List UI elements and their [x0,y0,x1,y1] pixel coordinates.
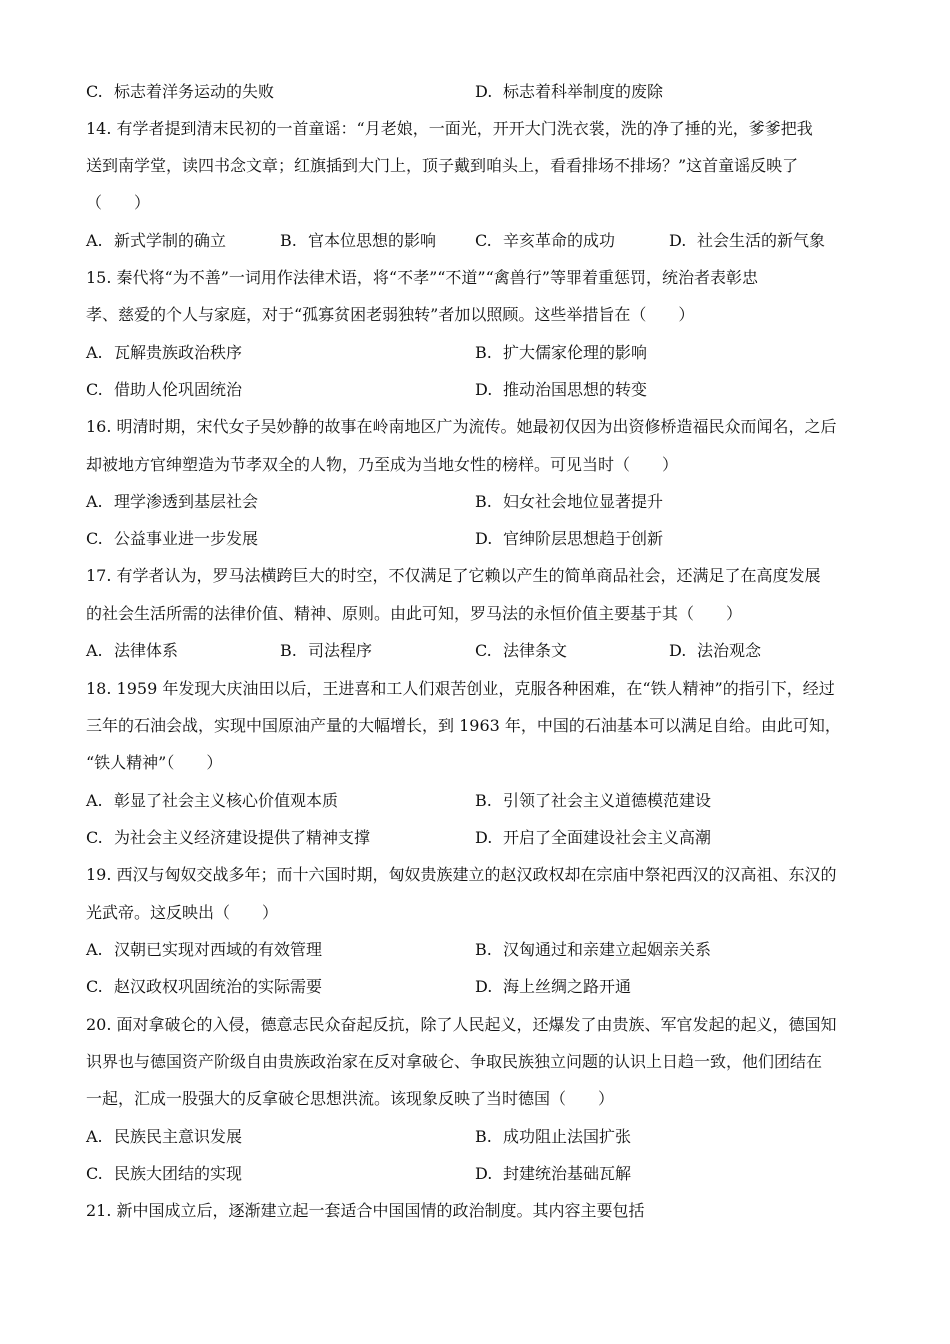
q20-stem-line-3: 一起，汇成一股强大的反拿破仑思想洪流。该现象反映了当时德国（ ） [86,1089,615,1108]
q17-option-a: A. 法律体系 [86,641,179,660]
q16-stem-line-2: 却被地方官绅塑造为节孝双全的人物，乃至成为当地女性的榜样。可见当时（ ） [86,455,679,474]
q19-option-b: B. 汉匈通过和亲建立起姻亲关系 [475,940,712,959]
q18-option-b: B. 引领了社会主义道德模范建设 [475,791,712,810]
q15-option-b: B. 扩大儒家伦理的影响 [475,343,648,362]
q16-option-a: A. 理学渗透到基层社会 [86,492,259,511]
q21-stem-line-1: 21. 新中国成立后，逐渐建立起一套适合中国国情的政治制度。其内容主要包括 [86,1201,645,1220]
q15-stem-line-2: 孝、慈爱的个人与家庭，对于“孤寡贫困老弱独转”者加以照顾。这些举措旨在（ ） [86,305,695,324]
q15-stem-line-1: 15. 秦代将“为不善”一词用作法律术语，将“不孝”“不道”“禽兽行”等罪着重惩罚，统治者表彰忠 [86,268,758,287]
q18-stem-line-2: 三年的石油会战，实现中国原油产量的大幅增长，到 1963 年，中国的石油基本可以满足自给。由此可知， [86,716,841,735]
q18-stem-line-3: “铁人精神”（ ） [86,753,223,772]
q19-option-a: A. 汉朝已实现对西域的有效管理 [86,940,323,959]
q19-option-d: D. 海上丝绸之路开通 [475,977,632,996]
q19-option-c: C. 赵汉政权巩固统治的实际需要 [86,977,323,996]
q18-stem-line-1: 18. 1959 年发现大庆油田以后，王进喜和工人们艰苦创业，克服各种困难，在“铁人精神”的指引下，经过 [86,679,835,698]
q18-option-d: D. 开启了全面建设社会主义高潮 [475,828,712,847]
q14-option-c: C. 辛亥革命的成功 [475,231,616,250]
q18-option-a: A. 彰显了社会主义核心价值观本质 [86,791,339,810]
q17-option-b: B. 司法程序 [280,641,373,660]
q17-option-d: D. 法治观念 [669,641,762,660]
q17-stem-line-2: 的社会生活所需的法律价值、精神、原则。由此可知，罗马法的永恒价值主要基于其（ ） [86,604,743,623]
q20-option-d: D. 封建统治基础瓦解 [475,1164,632,1183]
q18-option-c: C. 为社会主义经济建设提供了精神支撑 [86,828,371,847]
q14-stem-line-1: 14. 有学者提到清末民初的一首童谣：“月老娘，一面光，开开大门洗衣裳，洗的净了捶的光，爹爹把我 [86,119,813,138]
q14-stem-line-2: 送到南学堂，读四书念文章；红旗插到大门上，顶子戴到咱头上，看看排场不排场？”这首童谣反映了 [86,156,799,175]
q15-option-c: C. 借助人伦巩固统治 [86,380,243,399]
q17-stem-line-1: 17. 有学者认为，罗马法横跨巨大的时空，不仅满足了它赖以产生的简单商品社会，还满足了在高度发展 [86,566,821,585]
q14-option-a: A. 新式学制的确立 [86,231,227,250]
q20-stem-line-1: 20. 面对拿破仑的入侵，德意志民众奋起反抗，除了人民起义，还爆发了由贵族、军官发起的起义，德国知 [86,1015,837,1034]
q16-option-c: C. 公益事业进一步发展 [86,529,259,548]
q16-stem-line-1: 16. 明清时期，宋代女子吴妙静的故事在岭南地区广为流传。她最初仅因为出资修桥造福民众而闻名，之后 [86,417,837,436]
q14-option-d: D. 社会生活的新气象 [669,231,826,250]
q19-stem-line-1: 19. 西汉与匈奴交战多年；而十六国时期，匈奴贵族建立的赵汉政权却在宗庙中祭祀西汉的汉高祖、东汉的 [86,865,837,884]
q15-option-a: A. 瓦解贵族政治秩序 [86,343,243,362]
q16-option-d: D. 官绅阶层思想趋于创新 [475,529,664,548]
q17-option-c: C. 法律条文 [475,641,568,660]
q19-stem-line-2: 光武帝。这反映出（ ） [86,903,279,922]
q20-option-c: C. 民族大团结的实现 [86,1164,243,1183]
q16-option-b: B. 妇女社会地位显著提升 [475,492,664,511]
q14-stem-line-3: （ ） [86,193,151,212]
q14-option-b: B. 官本位思想的影响 [280,231,437,250]
q13-option-d: D. 标志着科举制度的废除 [475,82,664,101]
q15-option-d: D. 推动治国思想的转变 [475,380,648,399]
q20-option-a: A. 民族民主意识发展 [86,1127,243,1146]
q20-stem-line-2: 识界也与德国资产阶级自由贵族政治家在反对拿破仑、争取民族独立问题的认识上日趋一致，他们团结在 [86,1052,823,1071]
q20-option-b: B. 成功阻止法国扩张 [475,1127,632,1146]
q13-option-c: C. 标志着洋务运动的失败 [86,82,275,101]
